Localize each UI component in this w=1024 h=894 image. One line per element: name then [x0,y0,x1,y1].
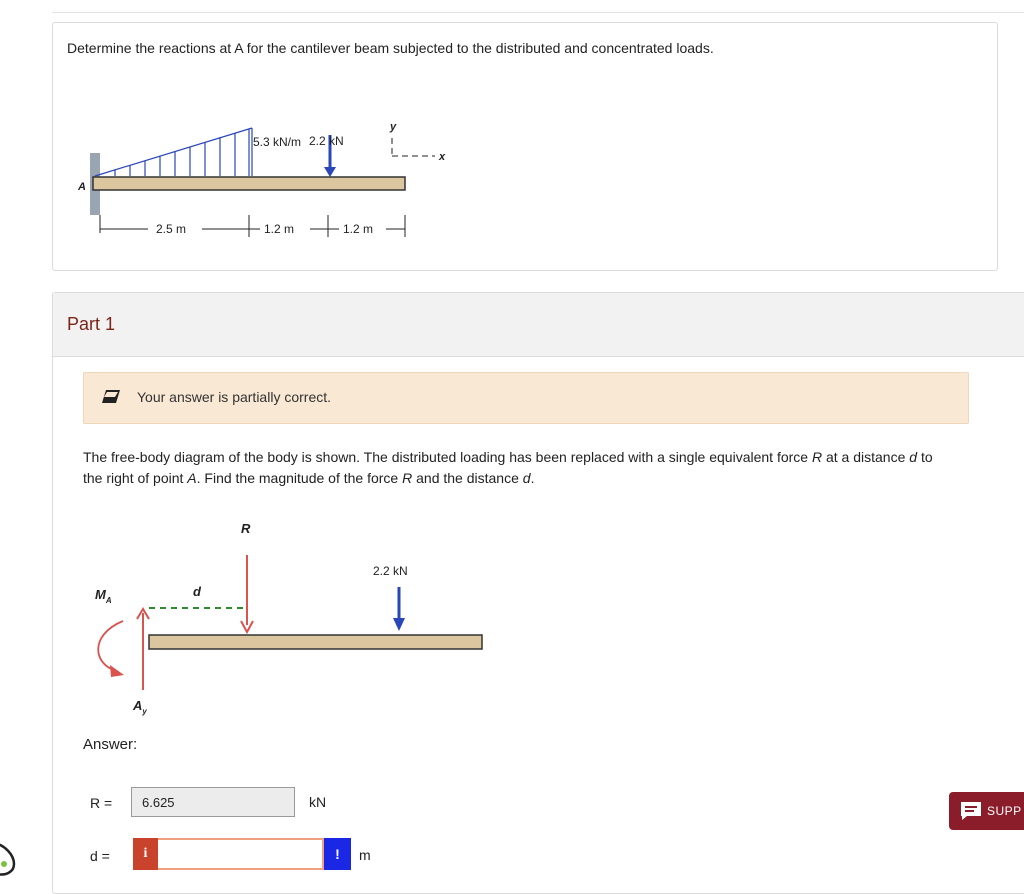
concentrated-load-label: 2.2 kN [309,134,344,148]
axis-x-label: x [439,151,446,163]
point-a-label: A [78,181,86,193]
top-divider [52,12,1024,13]
chat-bubble-icon[interactable] [0,836,20,880]
r-input[interactable]: 6.625 [131,787,295,817]
answer-label: Answer: [83,736,138,753]
concentrated-load-head [324,167,336,177]
d-input[interactable] [158,838,324,870]
d-alert-icon[interactable]: ! [324,838,351,870]
feedback-text: Your answer is partially correct. [137,389,332,405]
fbd-d-label: d [193,584,201,599]
distributed-label: 5.3 kN/m [253,135,302,149]
fbd-moment-arrow [98,621,123,671]
instructions: The free-body diagram of the body is shown. The distributed loading has been replaced with a single equivalent force R at a distance d to the right of point A. Find the magnitude of the force R and the distance d. [83,449,933,486]
eraser-icon [100,388,122,406]
axis-y-label: y [390,121,397,133]
question-card [52,22,998,271]
question-text: Determine the reactions at A for the cantilever beam subjected to the distributed and concentrated loads. [67,40,714,56]
fbd-ay-label: $A_y$ [133,698,147,716]
beam-figure [73,93,493,253]
fbd-r-label: R [241,521,251,536]
support-label: SUPP [987,804,1022,818]
fbd-moment-arrowhead [110,665,124,677]
fbd-moment-label: $M_A$ [95,587,112,605]
r-field-label: R = [90,795,113,811]
part-header [53,293,1024,357]
support-button[interactable] [949,792,1024,830]
fbd-beam [149,635,482,649]
dimension-3: 1.2 m [343,222,374,236]
free-body-diagram [83,515,503,716]
d-unit: m [359,847,371,863]
feedback-banner [83,372,969,424]
r-unit: kN [309,794,327,810]
fbd-load-head [393,618,405,631]
chat-icon [959,800,983,822]
load-envelope [95,128,252,176]
distributed-load-arrows [115,129,249,176]
cantilever-beam [93,177,405,190]
part-title: Part 1 [67,314,116,334]
dimension-1: 2.5 m [156,222,187,236]
fbd-load-label: 2.2 kN [373,564,408,578]
d-info-icon[interactable]: i [133,838,158,870]
dimension-2: 1.2 m [264,222,295,236]
d-field-label: d = [90,848,110,864]
part-card [52,292,1024,894]
